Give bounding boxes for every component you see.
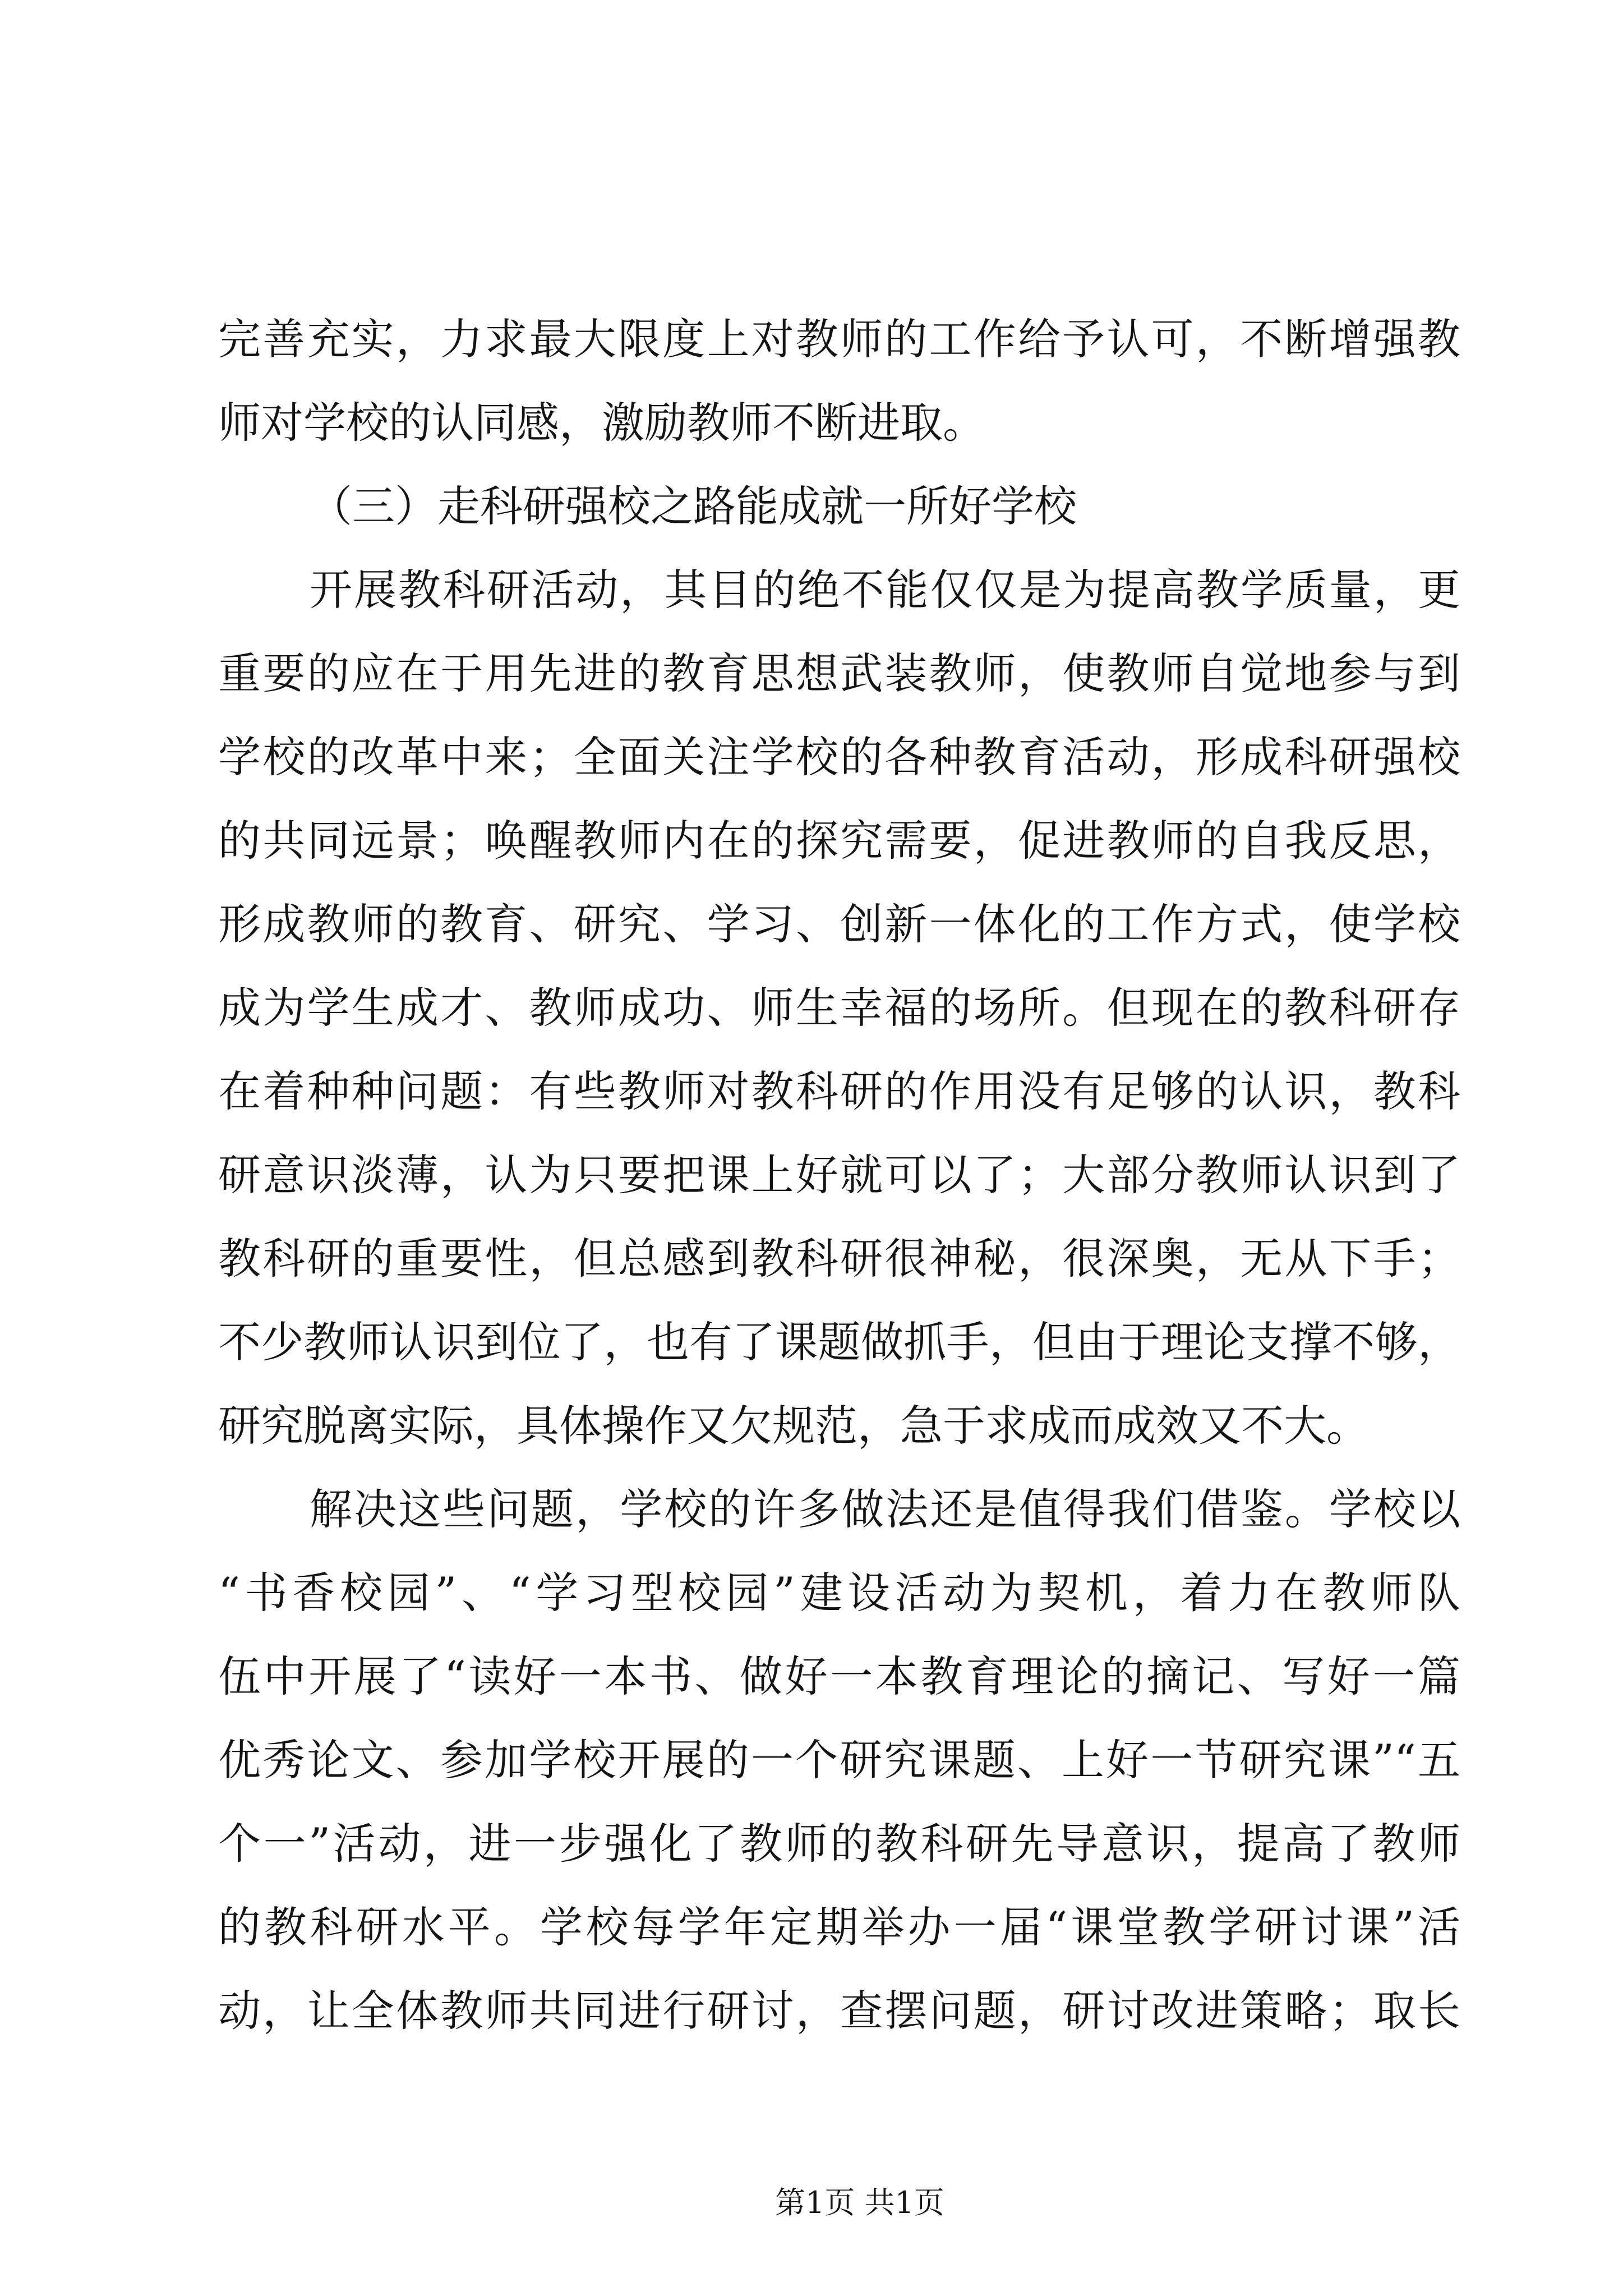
page-footer: 第1页 共1页 <box>775 2185 944 2220</box>
document-body <box>218 297 1460 2053</box>
text-line: 优秀论文、参加学校开展的一个研究课题、上好一节研究课”“五 <box>218 1735 1460 1785</box>
text-line: 的教科研水平。学校每学年定期举办一届“课堂教学研讨课”活 <box>218 1902 1460 1952</box>
text-line: 的共同远景；唤醒教师内在的探究需要，促进教师的自我反思， <box>218 816 1460 866</box>
text-line: 重要的应在于用先进的教育思想武装教师，使教师自觉地参与到 <box>218 648 1460 698</box>
text-line: 开展教科研活动，其目的绝不能仅仅是为提高教学质量，更 <box>310 565 1460 615</box>
text-line: 个一”活动，进一步强化了教师的教科研先导意识，提高了教师 <box>218 1819 1460 1869</box>
text-line: 研意识淡薄，认为只要把课上好就可以了；大部分教师认识到了 <box>218 1150 1460 1200</box>
paragraph-continued <box>218 297 1460 464</box>
text-line: 教科研的重要性，但总感到教科研很神秘，很深奥，无从下手； <box>218 1234 1460 1283</box>
text-line: 解决这些问题，学校的许多做法还是值得我们借鉴。学校以 <box>310 1484 1460 1534</box>
section-heading <box>218 464 1460 548</box>
paragraph <box>218 548 1460 1467</box>
paragraph <box>218 1467 1460 2053</box>
text-line: 形成教师的教育、研究、学习、创新一体化的工作方式，使学校 <box>218 899 1460 949</box>
text-line: 师对学校的认同感，激励教师不断进取。 <box>218 398 985 448</box>
text-line: 成为学生成才、教师成功、师生幸福的场所。但现在的教科研存 <box>218 983 1460 1033</box>
text-line: 学校的改革中来；全面关注学校的各种教育活动，形成科研强校 <box>218 732 1460 782</box>
text-line: 动，让全体教师共同进行研讨，查摆问题，研讨改进策略；取长 <box>218 1986 1460 2036</box>
section-heading-text: （三）走科研强校之路能成就一所好学校 <box>310 481 1077 531</box>
text-line: 在着种种问题：有些教师对教科研的作用没有足够的认识，教科 <box>218 1066 1460 1116</box>
text-line: 完善充实，力求最大限度上对教师的工作给予认可，不断增强教 <box>218 314 1460 364</box>
text-line: “书香校园”、“学习型校园”建设活动为契机，着力在教师队 <box>218 1568 1460 1618</box>
text-line: 研究脱离实际，具体操作又欠规范，急于求成而成效又不大。 <box>218 1401 1369 1451</box>
text-line: 伍中开展了“读好一本书、做好一本教育理论的摘记、写好一篇 <box>218 1651 1460 1701</box>
text-line: 不少教师认识到位了，也有了课题做抓手，但由于理论支撑不够， <box>218 1317 1460 1367</box>
